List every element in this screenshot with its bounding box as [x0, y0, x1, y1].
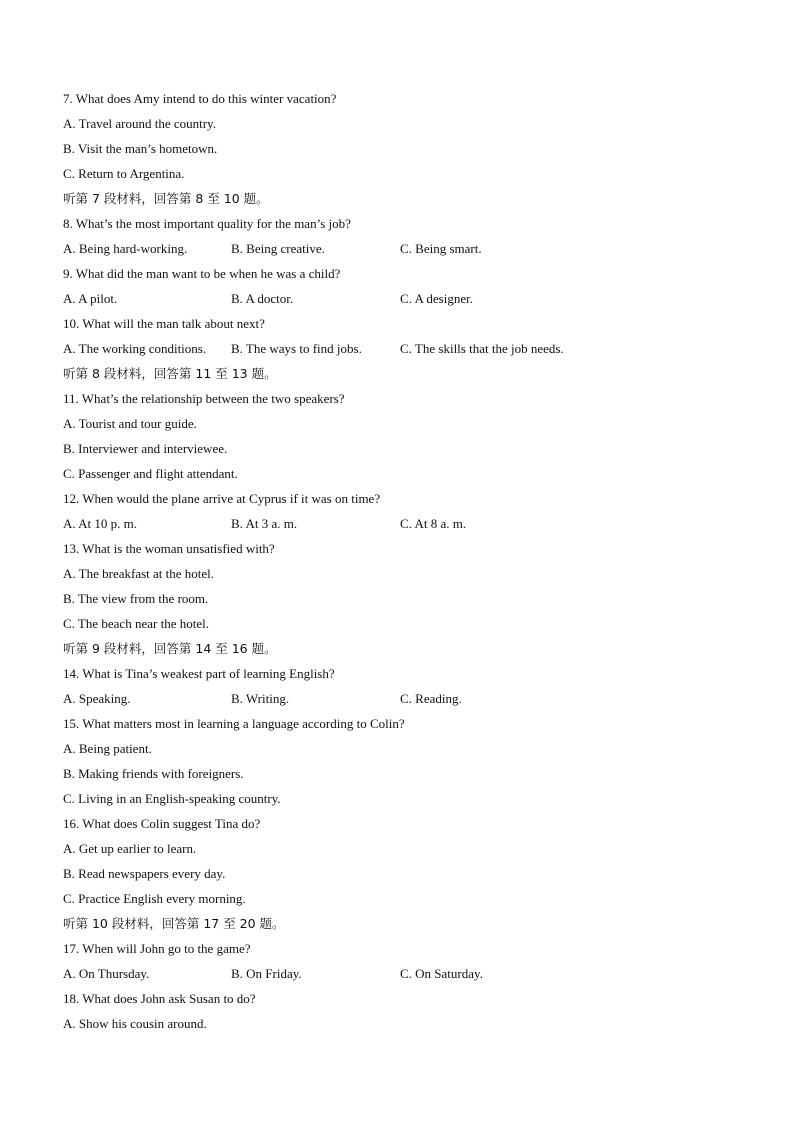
answer-option: C. At 8 a. m.	[400, 516, 467, 531]
question-text: 10. What will the man talk about next?	[63, 316, 265, 331]
question-text: 17. When will John go to the game?	[63, 941, 251, 956]
answer-option: C. Practice English every morning.	[63, 891, 246, 906]
answer-option: A. Show his cousin around.	[63, 1016, 207, 1031]
question-text: 15. What matters most in learning a language according to Colin?	[63, 716, 405, 731]
answer-option: A. The breakfast at the hotel.	[63, 566, 215, 581]
question-text: 7. What does Amy intend to do this winter vacation?	[63, 91, 337, 106]
option-row	[63, 689, 743, 709]
answer-option: A. On Thursday.	[63, 966, 150, 981]
section-instruction: 听第 8 段材料，回答第 11 至 13 题。	[63, 366, 277, 381]
answer-option: A. Speaking.	[63, 691, 131, 706]
answer-option: A. Travel around the country.	[63, 116, 216, 131]
answer-option: A. Being hard-working.	[63, 241, 188, 256]
question-text: 13. What is the woman unsatisfied with?	[63, 541, 275, 556]
question-text: 12. When would the plane arrive at Cyprus if it was on time?	[63, 491, 381, 506]
answer-option: B. The ways to find jobs.	[231, 341, 362, 356]
answer-option: C. Being smart.	[400, 241, 482, 256]
answer-option: A. At 10 p. m.	[63, 516, 138, 531]
answer-option: C. A designer.	[400, 291, 473, 306]
option-row	[63, 239, 743, 259]
answer-option: C. Return to Argentina.	[63, 166, 185, 181]
answer-option: A. Get up earlier to learn.	[63, 841, 197, 856]
answer-option: B. Making friends with foreigners.	[63, 766, 244, 781]
question-text: 11. What’s the relationship between the two speakers?	[63, 391, 345, 406]
answer-option: B. Interviewer and interviewee.	[63, 441, 228, 456]
option-row	[63, 514, 743, 534]
answer-option: C. Passenger and flight attendant.	[63, 466, 238, 481]
answer-option: A. The working conditions.	[63, 341, 207, 356]
answer-option: C. Reading.	[400, 691, 462, 706]
answer-option: B. Writing.	[231, 691, 290, 706]
answer-option: B. On Friday.	[231, 966, 302, 981]
answer-option: C. On Saturday.	[400, 966, 483, 981]
answer-option: C. Living in an English-speaking country.	[63, 791, 281, 806]
question-text: 16. What does Colin suggest Tina do?	[63, 816, 261, 831]
answer-option: A. Tourist and tour guide.	[63, 416, 197, 431]
option-row	[63, 964, 743, 984]
answer-option: B. The view from the room.	[63, 591, 209, 606]
answer-option: B. Visit the man’s hometown.	[63, 141, 218, 156]
question-text: 18. What does John ask Susan to do?	[63, 991, 256, 1006]
answer-option: B. At 3 a. m.	[231, 516, 298, 531]
section-instruction: 听第 7 段材料，回答第 8 至 10 题。	[63, 191, 269, 206]
option-row	[63, 339, 743, 359]
answer-option: C. The beach near the hotel.	[63, 616, 209, 631]
answer-option: C. The skills that the job needs.	[400, 341, 564, 356]
option-row	[63, 289, 743, 309]
section-instruction: 听第 9 段材料，回答第 14 至 16 题。	[63, 641, 277, 656]
answer-option: B. Being creative.	[231, 241, 325, 256]
section-instruction: 听第 10 段材料，回答第 17 至 20 题。	[63, 916, 285, 931]
question-text: 9. What did the man want to be when he was a child?	[63, 266, 341, 281]
question-text: 8. What’s the most important quality for the man’s job?	[63, 216, 351, 231]
answer-option: B. Read newspapers every day.	[63, 866, 226, 881]
answer-option: B. A doctor.	[231, 291, 294, 306]
answer-option: A. Being patient.	[63, 741, 152, 756]
answer-option: A. A pilot.	[63, 291, 118, 306]
question-text: 14. What is Tina’s weakest part of learning English?	[63, 666, 335, 681]
